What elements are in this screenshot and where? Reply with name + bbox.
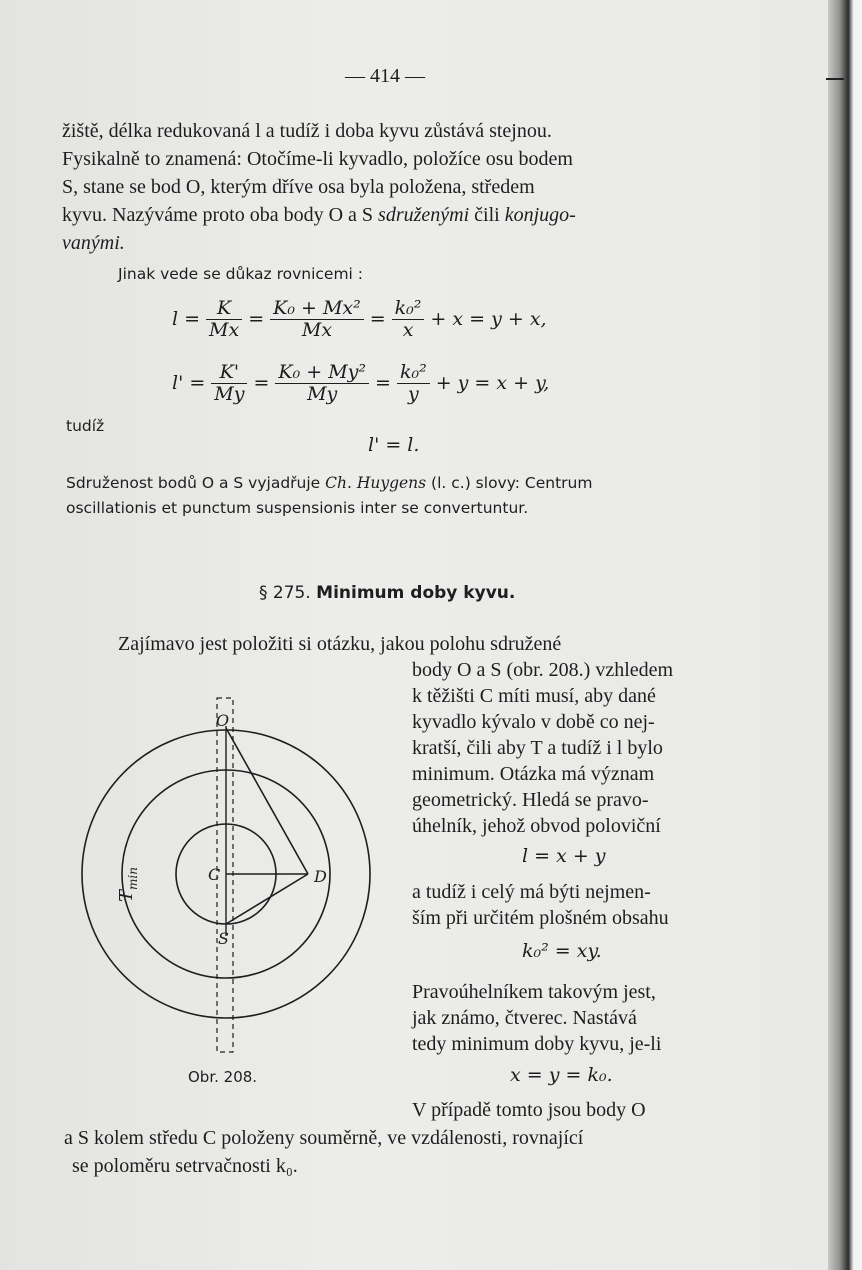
para2-line15: a S kolem středu C položeny souměrně, ve vzdálenosti, rovnající <box>64 1127 584 1149</box>
eq2-frac1: $\frac{K'}{My}$ <box>211 362 247 405</box>
para2-line2: body O a S (obr. 208.) vzhledem <box>412 659 674 681</box>
equation-1 <box>172 298 547 341</box>
para2-line12: jak známo, čtverec. Nastává <box>412 1007 637 1029</box>
eq2-frac2: $\frac{\text{K₀ + My²}}{My}$ <box>275 362 369 405</box>
eq1-lhs: l = <box>172 308 201 331</box>
para2-line10: ším při určitém plošném obsahu <box>412 907 669 929</box>
section-number: § 275. <box>259 583 311 603</box>
eq1-tail: + x = y + x, <box>430 308 547 331</box>
para2-line1: Zajímavo jest položiti si otázku, jakou polohu sdružené <box>118 633 562 655</box>
line-OD <box>226 728 308 874</box>
para1-line4-b: sdruženými <box>378 204 470 226</box>
para2-line13: tedy minimum doby kyvu, je-li <box>412 1033 662 1055</box>
equation-3: l' = l. <box>368 434 420 456</box>
page-number: — 414 — <box>345 65 425 87</box>
para2-line16: se poloměru setrvačnosti k₀. <box>72 1155 298 1177</box>
label-D: D <box>314 867 327 886</box>
para2-equation-2: k₀² = xy. <box>522 940 602 962</box>
para1-line4-a: kyvu. Nazýváme proto oba body O a S <box>62 204 379 226</box>
eq1-frac2: $\frac{\text{K₀ + Mx²}}{Mx}$ <box>270 298 364 341</box>
huygens-line2: oscillationis et punctum suspensionis inter se convertuntur. <box>66 499 529 517</box>
tudiz-label: tudíž <box>66 417 105 435</box>
para2-line14: V případě tomto jsou body O <box>412 1099 646 1121</box>
huygens-line1: Sdruženost bodů O a S vyjadřuje Ch. Huygens (l. c.) slovy: Centrum <box>66 474 593 492</box>
eq1-eq-a: = <box>248 308 265 331</box>
eq1-frac3: $\frac{\text{k₀²}}{x}$ <box>392 298 425 341</box>
para2-line3: k těžišti C míti musí, aby dané <box>412 685 656 707</box>
eq2-eq-a: = <box>253 372 270 395</box>
eq2-frac3: $\frac{\text{k₀²}}{y}$ <box>397 362 430 405</box>
label-S: S <box>218 929 229 948</box>
para2-line9: a tudíž i celý má býti nejmen- <box>412 881 651 903</box>
para1-line1: žiště, délka redukovaná l a tudíž i doba kyvu zůstává stejnou. <box>62 120 552 142</box>
line-SD <box>226 874 308 924</box>
para2-equation: l = x + y <box>522 845 606 867</box>
spine-mark <box>826 78 844 80</box>
eq1-eq-b: = <box>369 308 386 331</box>
para1-line5: vanými. <box>62 232 125 254</box>
figure-caption: Obr. 208. <box>188 1068 258 1086</box>
eq2-tail: + y = x + y, <box>435 372 550 395</box>
eq2-eq-b: = <box>375 372 391 395</box>
para2-line6: minimum. Otázka má význam <box>412 763 655 785</box>
figure-208 <box>70 688 390 1068</box>
eq2-lhs: l' = <box>172 372 206 395</box>
eq1-frac1: $\frac{K}{Mx}$ <box>206 298 242 341</box>
para2-line7: geometrický. Hledá se pravo- <box>412 789 649 811</box>
book-spine <box>828 0 862 1270</box>
label-min: min <box>126 867 140 890</box>
para1-line3: S, stane se bod O, kterým dříve osa byla položena, středem <box>62 176 535 198</box>
para1-line2: Fysikalně to znamená: Otočíme-li kyvadlo, položíce osu bodem <box>62 148 573 170</box>
para2-equation-3: x = y = k₀. <box>510 1064 613 1086</box>
section-title: Minimum doby kyvu. <box>316 583 516 603</box>
para2-line8: úhelník, jehož obvod poloviční <box>412 815 661 837</box>
para1-line4-d: konjugo- <box>504 204 576 226</box>
label-C: C <box>208 865 221 884</box>
proof-intro: Jinak vede se důkaz rovnicemi : <box>118 265 364 283</box>
equation-2 <box>172 362 549 405</box>
para2-line5: kratší, čili aby T a tudíž i l bylo <box>412 737 663 759</box>
para2-line4: kyvadlo kývalo v době co nej- <box>412 711 655 733</box>
label-O: O <box>216 711 230 730</box>
section-heading <box>259 583 515 603</box>
para1-line4-c: čili <box>469 204 505 226</box>
label-T: T <box>116 889 137 902</box>
para2-line11: Pravoúhelníkem takovým jest, <box>412 981 656 1003</box>
para1-line4 <box>62 201 576 230</box>
